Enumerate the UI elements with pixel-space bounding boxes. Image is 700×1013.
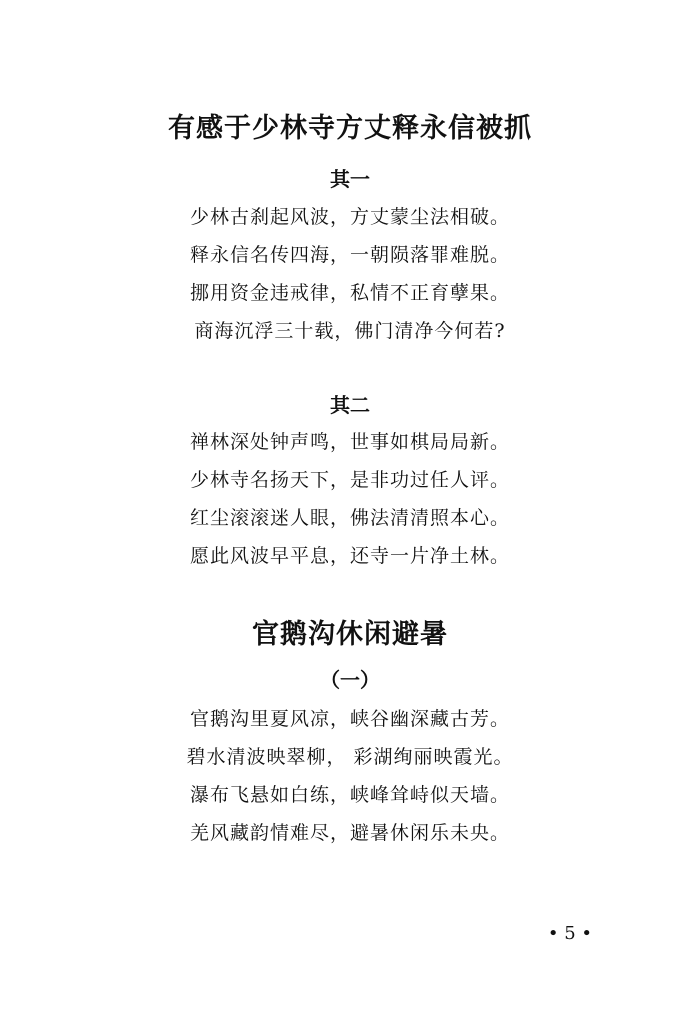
section-heading: 其二 bbox=[330, 393, 370, 417]
poem-title: 有感于少林寺方丈释永信被抓 bbox=[168, 113, 532, 144]
verse-line: 挪用资金违戒律，私情不正育孽果。 bbox=[189, 282, 510, 304]
page-number: • 5 • bbox=[547, 923, 593, 944]
verse-line: 官鹅沟里夏风凉，峡谷幽深藏古芳。 bbox=[189, 708, 510, 730]
section-heading: （一） bbox=[320, 668, 380, 692]
verse-line: 瀑布飞悬如白练，峡峰耸峙似天墙。 bbox=[189, 784, 510, 806]
poem-title: 官鹅沟休闲避暑 bbox=[252, 619, 448, 650]
verse-line: 商海沉浮三十载，佛门清净今何若? bbox=[194, 320, 506, 342]
verse-line: 少林古刹起风波，方丈蒙尘法相破。 bbox=[189, 206, 510, 228]
verse-line: 碧水清波映翠柳， 彩湖绚丽映霞光。 bbox=[186, 746, 514, 768]
verse-line: 少林寺名扬天下，是非功过任人评。 bbox=[189, 469, 510, 491]
verse-line: 释永信名传四海，一朝陨落罪难脱。 bbox=[189, 244, 510, 266]
section-heading: 其一 bbox=[330, 167, 370, 191]
verse-line: 羌风藏韵情难尽，避暑休闲乐未央。 bbox=[189, 822, 510, 844]
verse-line: 红尘滚滚迷人眼，佛法清清照本心。 bbox=[189, 507, 510, 529]
verse-line: 愿此风波早平息，还寺一片净土林。 bbox=[189, 545, 510, 567]
verse-line: 禅林深处钟声鸣，世事如棋局局新。 bbox=[189, 431, 510, 453]
